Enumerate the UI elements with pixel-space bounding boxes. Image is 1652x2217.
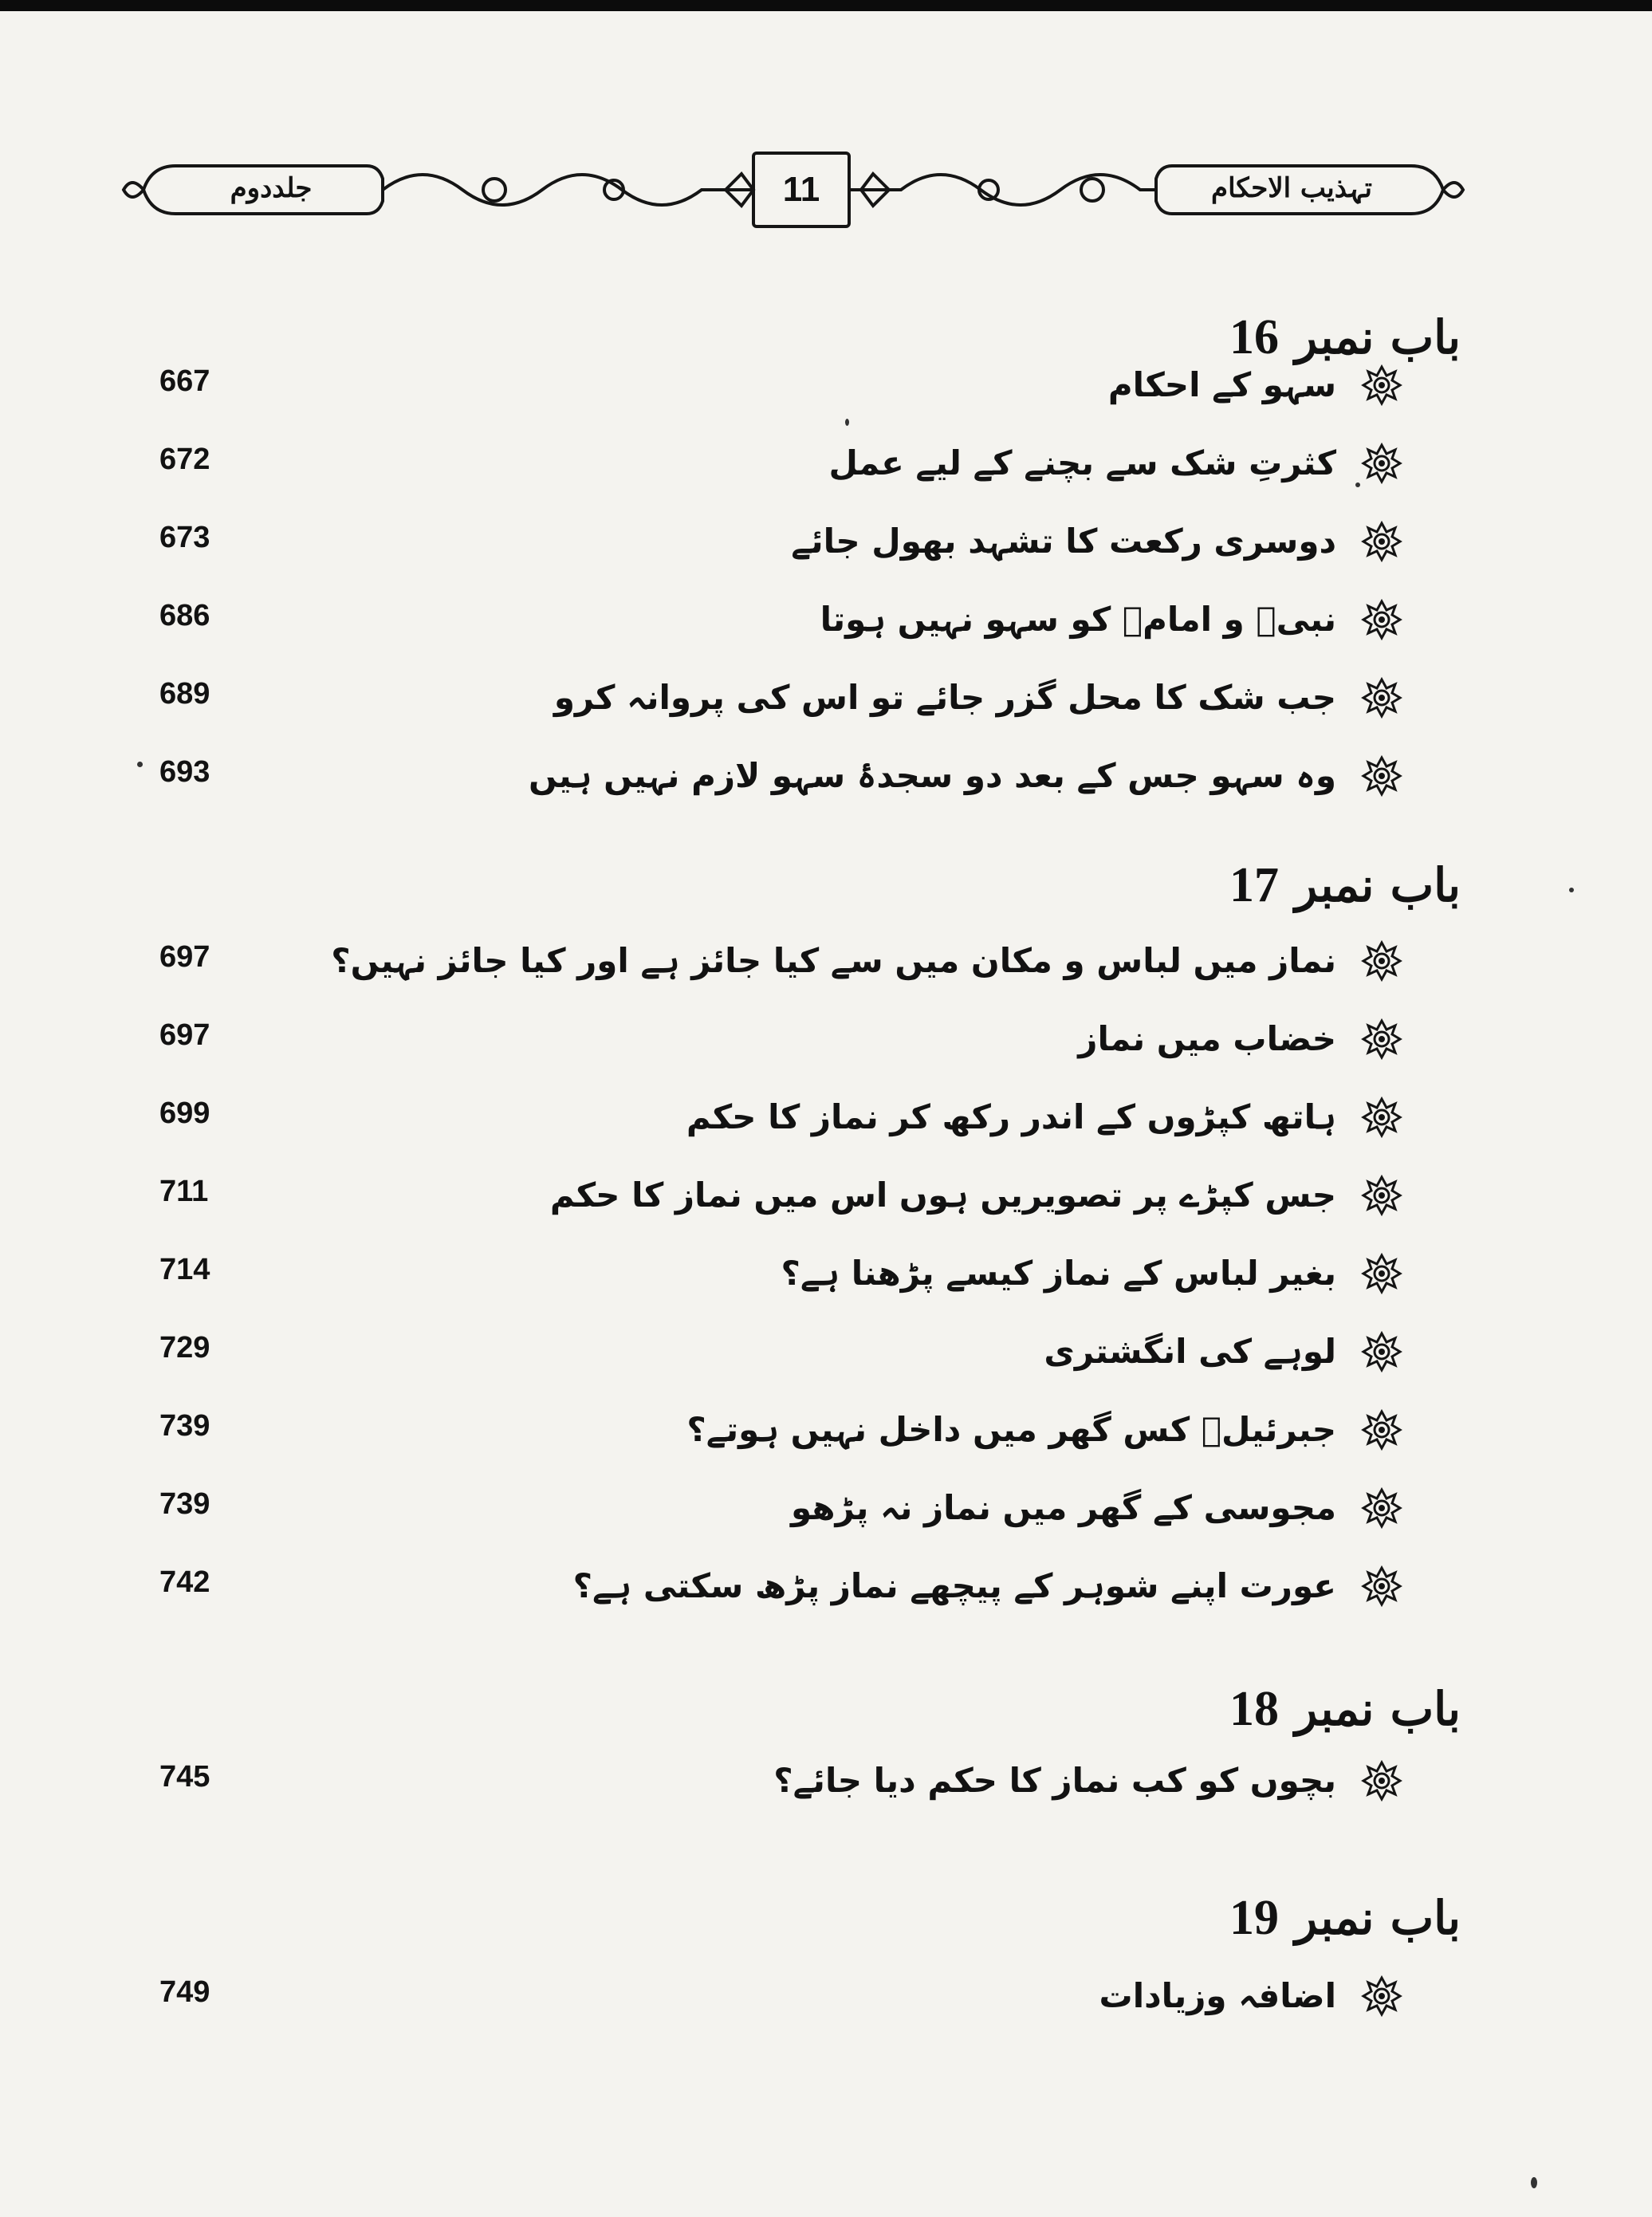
toc-entry [159,1238,1403,1309]
entry-title: سہو کے احکام [1107,365,1336,404]
toc-entry [159,584,1403,656]
rosette-bullet-icon [1360,939,1403,982]
scan-speck [1569,888,1574,892]
entry-page: 742 [159,1565,210,1599]
rosette-bullet-icon [1360,520,1403,563]
chapter-number: 18 [1229,1682,1279,1736]
chapter-label: باب نمبر [1295,310,1461,364]
scan-speck [137,762,143,767]
book-title: تہذیب الاحکام [1211,172,1372,204]
entry-page: 745 [159,1760,210,1794]
entry-title: عورت اپنے شوہر کے پیچھے نماز پڑھ سکتی ہے؟ [572,1566,1336,1605]
entry-title: جس کپڑے پر تصویریں ہوں اس میں نماز کا حکم [549,1175,1336,1215]
chapter-label: باب نمبر [1295,1891,1461,1945]
toc-entry [159,1394,1403,1466]
rosette-bullet-icon [1360,1975,1403,2018]
toc-entry [159,1550,1403,1622]
volume-label: جلددوم [230,172,313,204]
scan-speck [1531,2177,1537,2188]
toc-entry [159,925,1403,997]
scan-speck [845,419,849,426]
entry-page: 739 [159,1487,210,1521]
entry-title: مجوسی کے گھر میں نماز نہ پڑھو [791,1488,1336,1527]
toc-entry [159,349,1403,421]
entry-page: 729 [159,1331,210,1364]
entry-page: 739 [159,1409,210,1443]
toc-entry [159,740,1403,812]
chapter-number: 19 [1229,1891,1279,1945]
entry-title: کثرتِ شک سے بچنے کے لیے عمل [828,443,1336,482]
rosette-bullet-icon [1360,364,1403,407]
chapter-label: باب نمبر [1295,1682,1461,1736]
rosette-bullet-icon [1360,1018,1403,1061]
entry-page: 711 [159,1175,209,1208]
entry-page: 672 [159,443,210,476]
scan-speck [1355,482,1360,487]
chapter-label: باب نمبر [1295,858,1461,912]
chapter-number: 16 [1229,310,1279,364]
toc-entry [159,1472,1403,1544]
rosette-bullet-icon [1360,1096,1403,1139]
rosette-bullet-icon [1360,754,1403,797]
entry-page: 697 [159,1018,210,1052]
entry-title: وہ سہو جس کے بعد دو سجدۂ سہو لازم نہیں ہیں [528,756,1336,795]
rosette-bullet-icon [1360,442,1403,485]
rosette-bullet-icon [1360,1330,1403,1373]
rosette-bullet-icon [1360,1487,1403,1530]
rosette-bullet-icon [1360,1565,1403,1608]
entry-page: 693 [159,755,210,789]
page-header [120,128,1467,255]
entry-title: جب شک کا محل گزر جائے تو اس کی پروانہ کرو [553,678,1336,717]
entry-title: دوسری رکعت کا تشہد بھول جائے [791,522,1336,561]
rosette-bullet-icon [1360,676,1403,719]
entry-title: خضاب میں نماز [1078,1019,1336,1058]
entry-title: لوہے کی انگشتری [1044,1332,1336,1371]
entry-title: بغیر لباس کے نماز کیسے پڑھنا ہے؟ [781,1254,1336,1293]
rosette-bullet-icon [1360,1408,1403,1451]
toc-entry [159,1316,1403,1388]
chapter-heading [1229,1882,1461,1954]
rosette-bullet-icon [1360,598,1403,641]
entry-title: اضافہ وزیادات [1099,1976,1336,2015]
rosette-bullet-icon [1360,1759,1403,1802]
toc-entry [159,1160,1403,1231]
chapter-number: 17 [1229,858,1279,912]
toc-entry [159,506,1403,577]
toc-entry [159,1960,1403,2032]
toc-entry [159,662,1403,734]
entry-page: 749 [159,1975,210,2009]
entry-title: نماز میں لباس و مکان میں سے کیا جائز ہے اور کیا جائز نہیں؟ [331,941,1336,980]
entry-page: 714 [159,1253,210,1286]
entry-page: 686 [159,599,210,632]
toc-entry [159,1745,1403,1817]
entry-title: نبیؐ و امامؑ کو سہو نہیں ہوتا [820,600,1336,639]
entry-page: 673 [159,521,210,554]
rosette-bullet-icon [1360,1252,1403,1295]
entry-title: بچوں کو کب نماز کا حکم دیا جائے؟ [773,1761,1336,1800]
entry-page: 697 [159,940,210,974]
rosette-bullet-icon [1360,1174,1403,1217]
toc-entry [159,1003,1403,1075]
chapter-heading [1229,1673,1461,1745]
entry-title: جبرئیلؑ کس گھر میں داخل نہیں ہوتے؟ [686,1410,1336,1449]
chapter-heading [1229,849,1461,921]
entry-title: ہاتھ کپڑوں کے اندر رکھ کر نماز کا حکم [686,1097,1336,1136]
entry-page: 699 [159,1097,210,1130]
page-number: 11 [782,170,820,209]
entry-page: 667 [159,364,210,398]
toc-entry [159,1081,1403,1153]
entry-page: 689 [159,677,210,711]
toc-entry [159,427,1403,499]
